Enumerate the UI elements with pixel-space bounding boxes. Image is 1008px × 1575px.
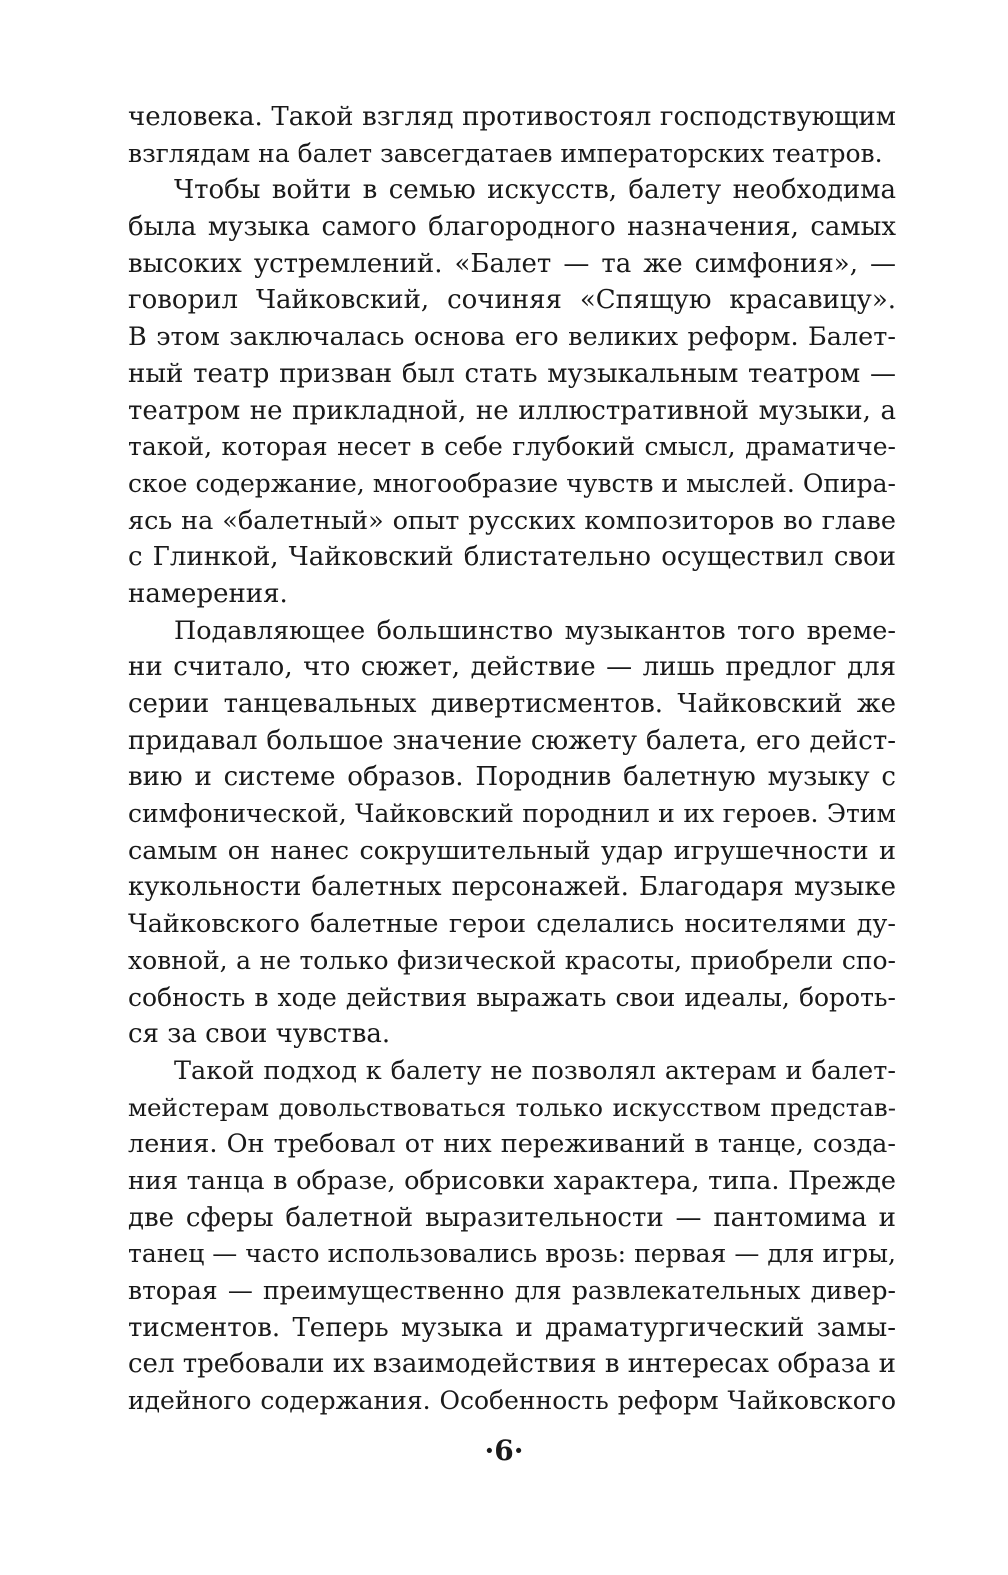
text-line: ясь на «балетный» опыт русских композиторов во главе [128, 505, 896, 536]
text-line: вию и системе образов. Породнив балетную музыку с [128, 762, 896, 793]
text-line: намерения. [128, 578, 288, 609]
text-line: с Глинкой, Чайковский блистательно осуществил свои [128, 542, 896, 573]
text-line: симфонической, Чайковский породнил и их героев. Этим [128, 799, 896, 829]
page-number: ·6· [484, 1434, 524, 1467]
text-line: серии танцевальных дивертисментов. Чайковский же [128, 689, 896, 719]
body-text [128, 99, 896, 1420]
text-line: танец — часто использовались врозь: первая — для игры, [128, 1239, 896, 1269]
text-line: Чайковского балетные герои сделались носителями ду- [128, 909, 896, 940]
text-line: была музыка самого благородного назначения, самых [128, 212, 896, 243]
text-line: ный театр призван был стать музыкальным театром — [128, 358, 896, 389]
text-line: человека. Такой взгляд противостоял господствующим [128, 102, 896, 132]
text-line: сел требовали их взаимодействия в интересах образа и [128, 1349, 896, 1380]
text-line: кукольности балетных персонажей. Благодаря музыке [128, 872, 896, 903]
paragraph-first-line: Подавляющее большинство музыкантов того време- [174, 615, 896, 646]
text-line: ния танца в образе, обрисовки характера, типа. Прежде [128, 1165, 896, 1196]
text-line: идейного содержания. Особенность реформ Чайковского [128, 1386, 896, 1416]
text-line: ления. Он требовал от них переживаний в танце, созда- [128, 1129, 896, 1160]
text-line: ское содержание, многообразие чувств и мыслей. Опира- [128, 468, 896, 498]
text-line: две сферы балетной выразительности — пантомима и [128, 1202, 896, 1233]
text-line: взглядам на балет завсегдатаев императорских театров. [128, 138, 883, 168]
text-line: театром не прикладной, не иллюстративной музыки, а [128, 395, 896, 426]
text-line: самым он нанес сокрушительный удар игрушечности и [128, 835, 896, 866]
text-line: собность в ходе действия выражать свои идеалы, бороть- [128, 982, 896, 1012]
text-line: такой, которая несет в себе глубокий смысл, драматиче- [128, 432, 896, 462]
text-line: вторая — преимущественно для развлекательных дивер- [128, 1276, 896, 1305]
paragraph-first-line: Такой подход к балету не позволял актерам и балет- [174, 1055, 896, 1086]
text-line: говорил Чайковский, сочиняя «Спящую красавицу». [128, 285, 896, 316]
text-line: ховной, а не только физической красоты, приобрели спо- [128, 945, 896, 975]
text-line: мейстерам довольствоваться только искусством представ- [128, 1092, 896, 1122]
text-line: В этом заключалась основа его великих реформ. Балет- [128, 322, 896, 353]
text-line: ся за свои чувства. [128, 1019, 391, 1050]
text-line: тисментов. Теперь музыка и драматургический замы- [128, 1312, 896, 1343]
text-line: придавал большое значение сюжету балета, его дейст- [128, 725, 896, 756]
paragraph-first-line: Чтобы войти в семью искусств, балету необходима [174, 175, 896, 206]
text-line: ни считало, что сюжет, действие — лишь предлог для [128, 652, 896, 683]
text-line: высоких устремлений. «Балет — та же симфония», — [128, 248, 896, 279]
